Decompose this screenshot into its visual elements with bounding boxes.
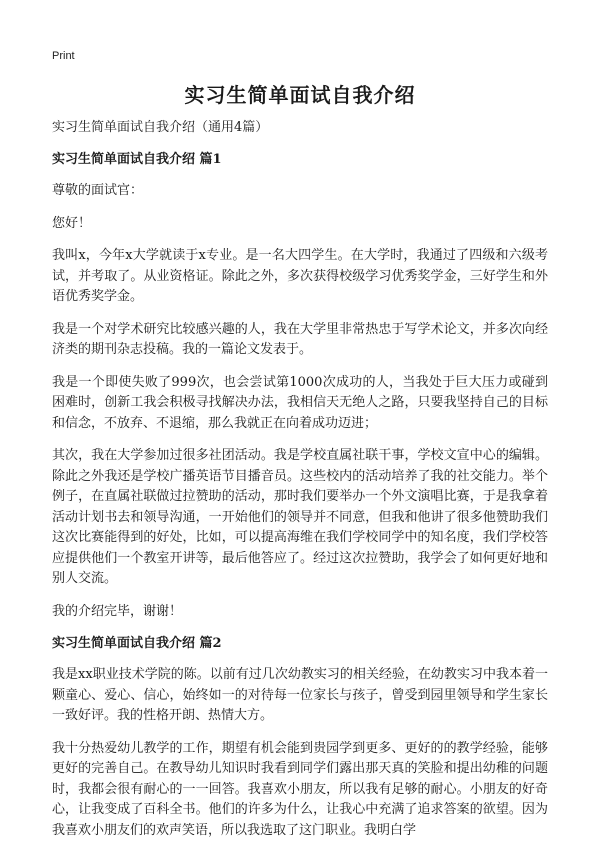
print-link[interactable]: Print (52, 50, 75, 62)
document-subtitle: 实习生简单面试自我介绍（通用4篇） (52, 120, 269, 135)
document-title: 实习生简单面试自我介绍 (184, 83, 416, 107)
paragraph: 我十分热爱幼儿教学的工作，期望有机会能到贵园学到更多、更好的的教学经验，能够更好的完善自己。在教导幼儿知识时我看到同学们露出那天真的笑脸和提出幼稚的问题时，我都会很有耐心的一一回答。我喜欢小朋友，所以我有足够的耐心。小朋友的好奇心，让我变成了百科全书。他们的许多为什么，让我心中充满了追求答案的欲望。因为我喜欢小朋友们的欢声笑语，所以我选取了这门职业。我明白学 (52, 740, 548, 838)
paragraph: 我是一个对学术研究比较感兴趣的人，我在大学里非常热忠于写学术论文，并多次向经济类的期刊杂志投稿。我的一篇论文发表于。 (52, 321, 548, 357)
section-heading-2: 实习生简单面试自我介绍 篇2 (52, 636, 222, 651)
paragraph: 我是xx职业技术学院的陈。以前有过几次幼教实习的相关经验，在幼教实习中我本着一颗童心、爱心、信心，始终如一的对待每一位家长与孩子，曾受到园里领导和学生家长一致好评。我的性格开朗、热情大方。 (52, 667, 548, 723)
document-body (52, 118, 548, 853)
closing: 我的介绍完毕，谢谢！ (52, 603, 183, 619)
salutation: 尊敬的面试官： (52, 183, 144, 198)
greeting: 您好！ (52, 215, 92, 231)
section-heading-1: 实习生简单面试自我介绍 篇1 (52, 152, 222, 167)
paragraph: 其次，我在大学参加过很多社团活动。我是学校直属社联干事，学校文宣中心的编辑。除此之外我还是学校广播英语节目播音员。这些校内的活动培养了我的社交能力。举个例子，在直属社联做过拉赞助的活动，那时我们要举办一个外文演唱比赛，于是我拿着活动计划书去和领导沟通，一开始他们的领导并不同意，但我和他讲了很多他赞助我们这次比赛能得到的好处，比如，可以提高海维在我们学校同学中的知名度，我们学校答应提供他们一个教室开讲等，最后他答应了。经过这次拉赞助，我学会了如何更好地和别人交流。 (52, 448, 548, 586)
paragraph: 我叫x，今年x大学就读于x专业。是一名大四学生。在大学时，我通过了四级和六级考试，并考取了。从业资格证。除此之外，多次获得校级学习优秀奖学金，三好学生和外语优秀奖学金。 (52, 248, 548, 304)
paragraph: 我是一个即使失败了999次，也会尝试第1000次成功的人，当我处于巨大压力或碰到困难时，创新工我会积极寻找解决办法，我相信天无绝人之路，只要我坚持自己的目标和信念，不放弃、不退缩，那么我就正在向着成功迈进； (52, 374, 548, 431)
